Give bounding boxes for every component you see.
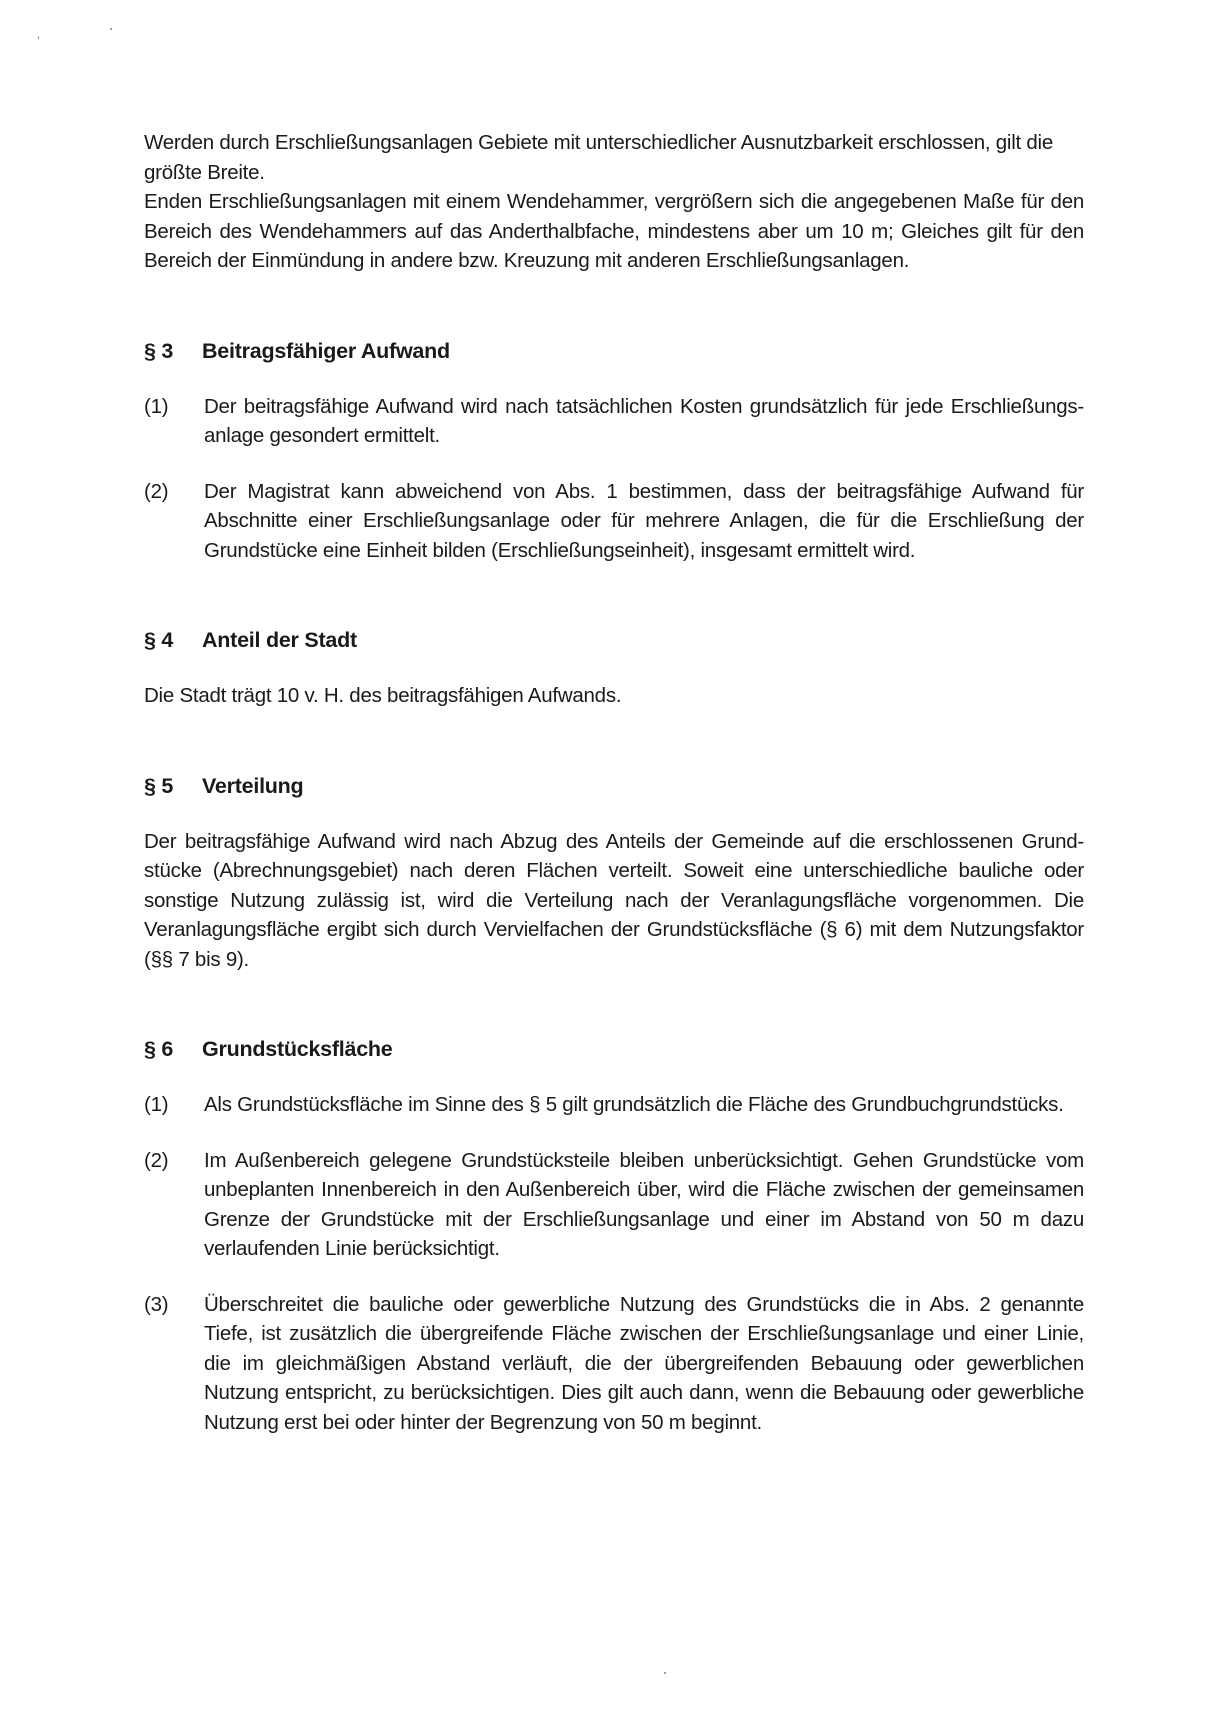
intro-paragraph-2: Enden Erschließungsanlagen mit einem Wendehammer, vergrößern sich die angegebenen Maße für den Bereich des Wendehammers auf das Anderthalbfache, mindestens aber um 10 m; Gleiches gilt für den Bereich der Einmündung in andere bzw. Kreuzung mit anderen Erschließungsanlagen. (144, 190, 1084, 272)
item-text: Überschreitet die bauliche oder gewerbliche Nutzung des Grundstücks die in Abs. 2 genannte Tiefe, ist zusätzlich die übergreifende Fläche zwischen der Erschließungsanlage und einer Linie, die im gleichmäßigen Abstand verläuft, die der übergreifenden Bebauung oder gewerblichen Nutzung entspricht, zu berücksichtigen. Dies gilt auch dann, wenn die Bebauung oder gewerbliche Nutzung erst bei oder hinter der Begrenzung von 50 m beginnt. (204, 1292, 1084, 1434)
section-3-item-1 (144, 392, 1084, 451)
scan-speck (664, 1672, 666, 1674)
section-3-heading (144, 336, 1084, 366)
intro-paragraph-1 (144, 128, 1084, 187)
document-page (144, 128, 1084, 1437)
section-title: Beitragsfähiger Aufwand (202, 338, 450, 363)
section-5-heading (144, 771, 1084, 801)
section-title: Anteil der Stadt (202, 628, 357, 652)
scan-speck (110, 28, 112, 30)
item-text: Der Magistrat kann abweichend von Abs. 1 bestimmen, dass der beitragsfähige Aufwand für Abschnitte einer Erschließungsanlage oder für mehrere Anlagen, die für die Erschließung der Grundstücke eine Einheit bilden (Erschließungseinheit), insgesamt ermittelt wird. (204, 479, 1084, 562)
item-text: Im Außenbereich gelegene Grundstücksteile bleiben unberücksichtigt. Gehen Grundstücke vom unbeplanten Innenbereich in den Außenbereich über, wird die Fläche zwischen der gemeinsamen Grenze der Grundstücke mit der Erschließungsanlage und einer im Abstand von 50 m dazu verlaufenden Linie berücksichtigt. (204, 1148, 1084, 1260)
item-text: Als Grundstücksfläche im Sinne des § 5 gilt grundsätzlich die Fläche des Grundbuchgrundstücks. (204, 1093, 1064, 1116)
section-5-text: Der beitragsfähige Aufwand wird nach Abzug des Anteils der Gemeinde auf die erschlossenen Grund- stücke (Abrechnungsgebiet) nach deren Flächen verteilt. Soweit eine unterschiedliche bauliche oder sonstige Nutzung zulässig ist, wird die Verteilung nach der Veranlagungsfläche vorgenommen. Die Veranlagungsfläche ergibt sich durch Vervielfachen der Grundstücksfläche (§ 6) mit dem Nutzungsfaktor (§§ 7 bis 9). (144, 829, 1084, 971)
section-6-item-1 (144, 1090, 1084, 1120)
item-number: (2) (144, 479, 169, 503)
item-text: Der beitragsfähige Aufwand wird nach tatsächlichen Kosten grundsätzlich für jede Erschließungs- anlage gesondert ermittelt. (204, 394, 1084, 447)
section-number: § 4 (144, 628, 174, 652)
section-title: Verteilung (202, 773, 304, 798)
section-4-text: Die Stadt trägt 10 v. H. des beitragsfähigen Aufwands. (144, 684, 622, 707)
scan-speck (38, 36, 39, 39)
section-6-item-2 (144, 1146, 1084, 1264)
item-number: (3) (144, 1292, 169, 1316)
section-number: § 6 (144, 1037, 174, 1061)
section-title: Grundstücksfläche (202, 1037, 393, 1061)
section-6-heading (144, 1034, 1084, 1064)
section-6-item-3 (144, 1290, 1084, 1438)
section-number: § 3 (144, 338, 174, 363)
item-number: (1) (144, 394, 169, 418)
section-3-item-2 (144, 477, 1084, 566)
intro-p1-line2: größte Breite. (144, 160, 265, 184)
section-number: § 5 (144, 773, 174, 798)
item-number: (2) (144, 1148, 169, 1172)
item-number: (1) (144, 1093, 169, 1116)
section-4-heading (144, 625, 1084, 655)
intro-p1-line1: Werden durch Erschließungsanlagen Gebiete mit unterschiedlicher Ausnutzbarkeit erschlossen, gilt die (144, 131, 1054, 154)
